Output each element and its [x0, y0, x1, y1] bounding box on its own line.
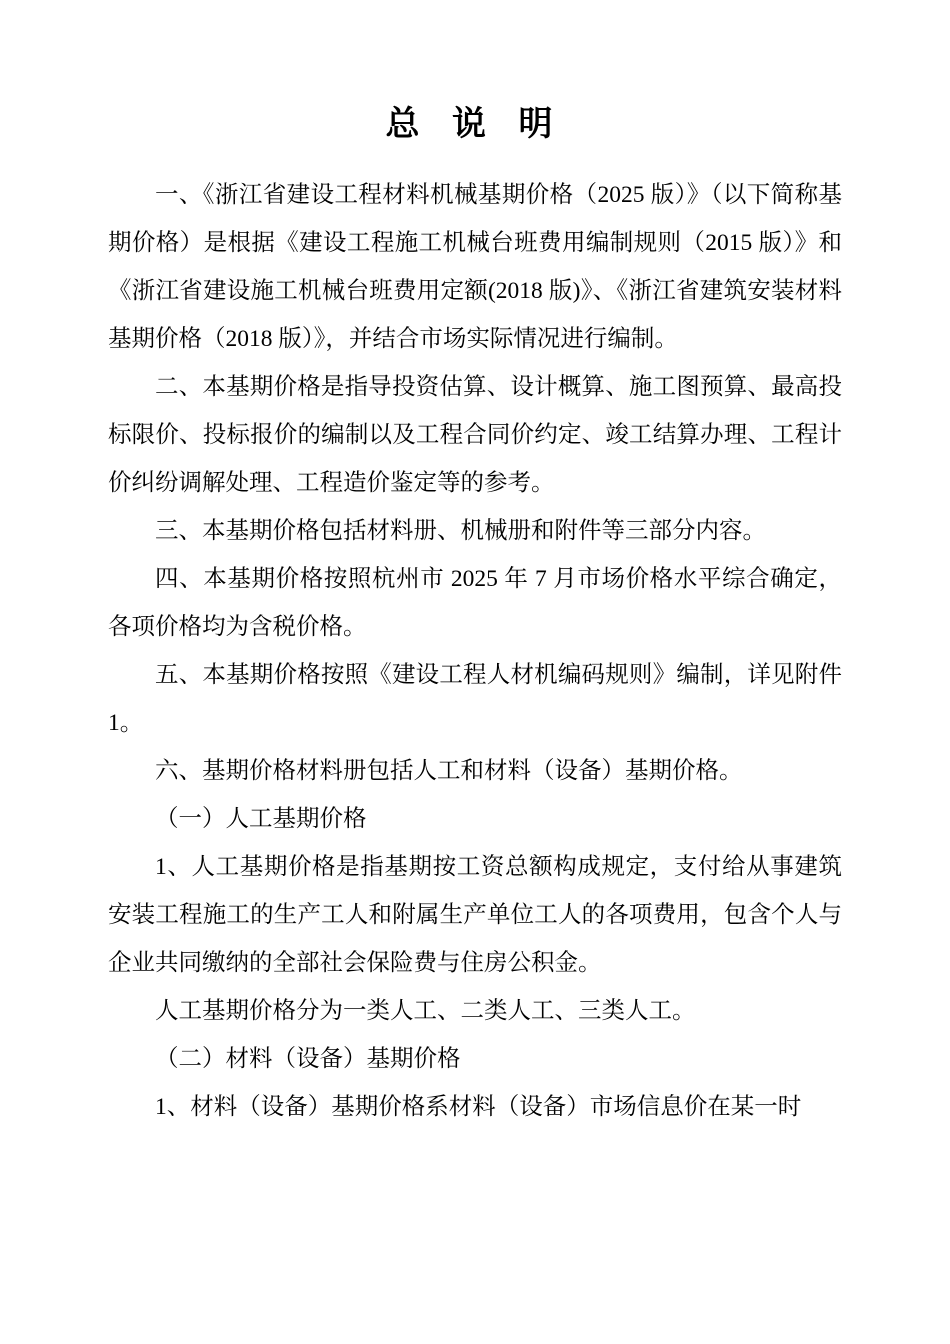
paragraph-10: （二）材料（设备）基期价格: [155, 1046, 461, 1072]
paragraph-6: 六、基期价格材料册包括人工和材料（设备）基期价格。: [155, 758, 743, 784]
paragraph-11: 1、材料（设备）基期价格系材料（设备）市场信息价在某一时: [155, 1094, 802, 1120]
paragraph-4: 四、本基期价格按照杭州市 2025 年 7 月市场价格水平综合确定，各项价格均为含税价格。: [108, 566, 842, 640]
document-body: [108, 171, 842, 1131]
paragraph-7: （一）人工基期价格: [155, 806, 367, 832]
paragraph-3: 三、本基期价格包括材料册、机械册和附件等三部分内容。: [155, 518, 766, 544]
page-title: 总 说 明: [385, 106, 565, 143]
paragraph-9: 人工基期价格分为一类人工、二类人工、三类人工。: [155, 998, 696, 1024]
paragraph-8: 1、人工基期价格是指基期按工资总额构成规定，支付给从事建筑安装工程施工的生产工人和附属生产单位工人的各项费用，包含个人与企业共同缴纳的全部社会保险费与住房公积金。: [108, 854, 842, 976]
paragraph-1: 一、《浙江省建设工程材料机械基期价格（2025 版）》（以下简称基期价格）是根据《建设工程施工机械台班费用编制规则（2015 版）》和《浙江省建设施工机械台班费用定额(2018 版)》、《浙江省建筑安装材料基期价格（2018 版）》，并结合市场实际情况进行编制。: [108, 182, 842, 352]
paragraph-2: 二、本基期价格是指导投资估算、设计概算、施工图预算、最高投标限价、投标报价的编制以及工程合同价约定、竣工结算办理、工程计价纠纷调解处理、工程造价鉴定等的参考。: [108, 374, 842, 496]
paragraph-5: 五、本基期价格按照《建设工程人材机编码规则》编制，详见附件 1。: [108, 662, 842, 736]
